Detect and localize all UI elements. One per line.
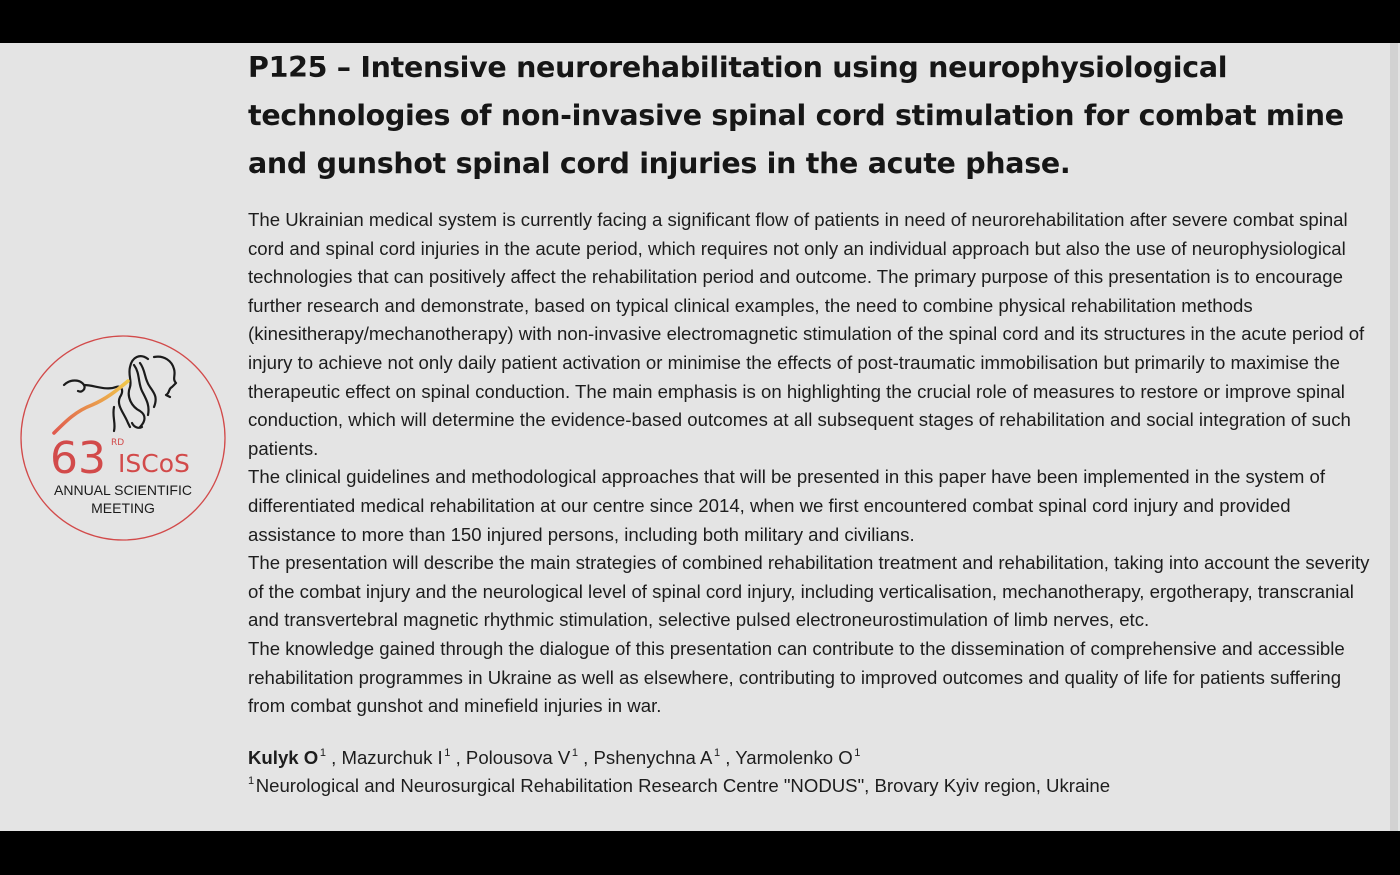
bottom-letterbox	[0, 831, 1400, 875]
affiliation-marker: 1	[854, 746, 861, 759]
author-separator: ,	[720, 746, 736, 768]
logo-number: 63	[50, 433, 106, 484]
abstract-paragraph: The clinical guidelines and methodological approaches that will be presented in this paper have been implemented in the system of differentiated medical rehabilitation at our centre since 2014, when we first encountered combat spinal cord injury and provided assistance to more than 150 injured persons, including both military and civilians.	[248, 466, 1326, 545]
abstract-content	[248, 43, 1373, 801]
presenting-author: Kulyk O	[248, 746, 319, 768]
author-name: Pshenychna A	[593, 746, 713, 768]
author-separator: ,	[325, 746, 342, 768]
abstract-paragraph: The Ukrainian medical system is currently facing a significant flow of patients in need of neurorehabilitation after severe combat spinal cord and spinal cord injuries in the acute period, which requires not only an individual approach but also the use of neurophysiological technologies that can positively affect the rehabilitation period and outcome. The primary purpose of this presentation is to encourage further research and demonstrate, based on typical clinical examples, the need to combine physical rehabilitation methods (kinesitherapy/mechanotherapy) with non-invasive electromagnetic stimulation of the spinal cord and its structures in the acute period of injury to achieve not only daily patient activation or minimise the effects of post-traumatic immobilisation but primarily to maximise the therapeutic effect on spinal conduction. The main emphasis is on highlighting the crucial role of measures to restore or improve spinal conduction, which will determine the evidence-based outcomes at all subsequent stages of rehabilitation and social integration of such patients.	[248, 209, 1365, 459]
top-letterbox	[0, 0, 1400, 43]
author-separator: ,	[578, 746, 594, 768]
scrollbar[interactable]	[1390, 43, 1398, 831]
abstract-paragraph: The knowledge gained through the dialogue of this presentation can contribute to the dissemination of comprehensive and accessible rehabilitation programmes in Ukraine as well as elsewhere, contributing to improved outcomes and quality of life for patients suffering from combat gunshot and minefield injuries in war.	[248, 637, 1345, 717]
author-separator: ,	[450, 746, 466, 768]
affiliation-text: Neurological and Neurosurgical Rehabilitation Research Centre "NODUS", Brovary Kyiv region, Ukraine	[255, 775, 1111, 797]
author-list	[248, 744, 1373, 773]
author-name: Mazurchuk I	[341, 746, 443, 768]
logo-swoosh	[54, 381, 128, 433]
logo-line1: ANNUAL SCIENTIFIC	[54, 482, 192, 498]
logo-line2: MEETING	[91, 500, 155, 516]
slide	[0, 43, 1400, 831]
affiliation-marker: 1	[571, 746, 579, 759]
abstract-paragraph: The presentation will describe the main strategies of combined rehabilitation treatment and rehabilitation, taking into account the severity of the combat injury and the neurological level of spinal cord injury, including verticalisation, mechanotherapy, ergotherapy, transcranial and transvertebral magnetic rhythmic stimulation, selective pulsed electroneurostimulation of limb nerves, etc.	[248, 552, 1370, 631]
logo-org: ISCoS	[118, 449, 190, 478]
lion-icon	[64, 356, 176, 431]
author-name: Polousova V	[465, 746, 571, 768]
author-block	[248, 744, 1373, 801]
affiliation-marker: 1	[319, 746, 326, 759]
abstract-title: P125 – Intensive neurorehabilitation using neurophysiological technologies of non-invasive spinal cord stimulation for combat mine and gunshot spinal cord injuries in the acute phase.	[248, 51, 1344, 180]
affiliation-line	[248, 772, 1373, 801]
abstract-body	[248, 206, 1373, 721]
author-name: Yarmolenko O	[735, 746, 853, 768]
iscos-logo	[20, 335, 226, 541]
affiliation-number: 1	[248, 775, 255, 788]
logo-ordinal: RD	[111, 438, 125, 448]
affiliation-marker: 1	[444, 746, 451, 759]
iscos-logo-graphic	[20, 335, 226, 541]
affiliation-marker: 1	[713, 746, 721, 759]
